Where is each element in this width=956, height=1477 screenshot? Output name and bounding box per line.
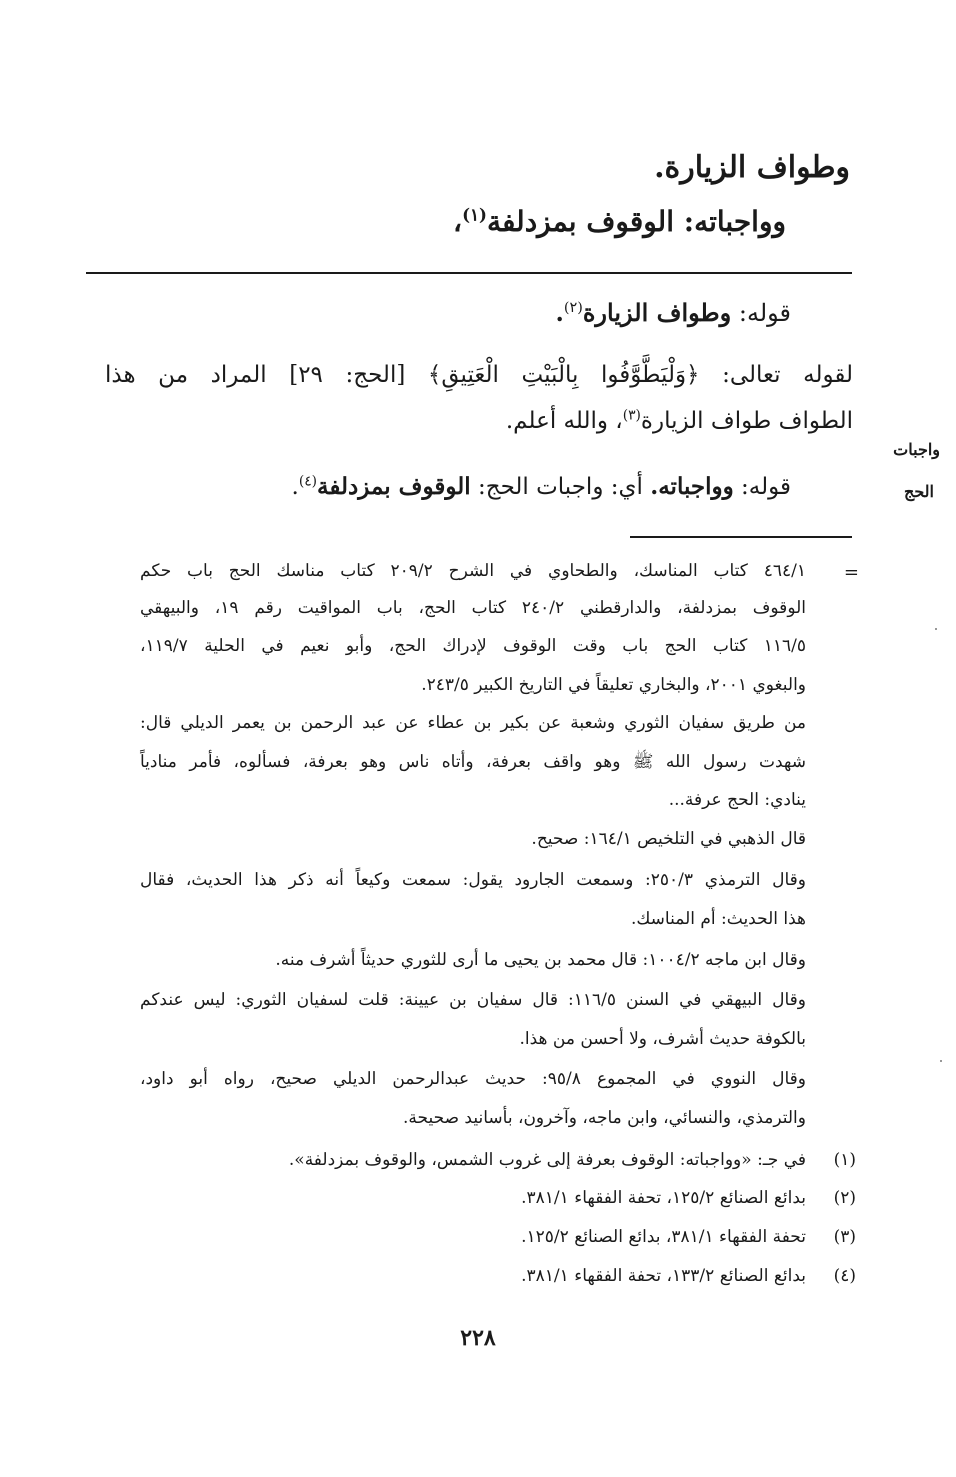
sharh-para-2-line-1: لقوله تعالى: ﴿وَلْيَطَّوَّفُوا بِالْبَيْتِ الْعَتِيقِ﴾ [الحج: ٢٩] المراد من هذا — [105, 362, 854, 388]
sharh-para-3-end: . — [291, 474, 299, 500]
footnote-2-number: (٢) — [833, 1188, 856, 1208]
margin-note-line-2: الحج — [904, 482, 934, 501]
sharh-para-3 — [292, 473, 791, 500]
footnote-cont-line: الوقوف بمزدلفة، والدارقطني ٢٤٠/٢ كتاب الحج، باب المواقيت رقم ١٩، والبيهقي — [140, 598, 806, 618]
footnote-1-text: في جـ: «وواجباته: الوقوف بعرفة إلى غروب الشمس، والوقوف بمزدلفة». — [288, 1150, 806, 1170]
footnote-4-text: بدائع الصنائع ١٣٣/٢، تحفة الفقهاء ٣٨١/١. — [521, 1266, 806, 1286]
footnote-ref-2[interactable]: (٢) — [563, 300, 583, 316]
sharh-para-2-line-2 — [506, 408, 853, 434]
matn-line-2-text: وواجباته: الوقوف بمزدلفة — [486, 205, 786, 238]
footnote-cont-line: وقال الترمذي ٢٥٠/٣: وسمعت الجارود يقول: سمعت وكيعاً أنه ذكر هذا الحديث، فقال — [140, 870, 806, 890]
footnote-3-text: تحفة الفقهاء ٣٨١/١، بدائع الصنائع ١٢٥/٢. — [521, 1227, 806, 1247]
footnote-1 — [289, 1150, 856, 1170]
sharh-para-1-pre: قوله: — [731, 299, 791, 327]
footnote-3-number: (٣) — [833, 1227, 856, 1247]
footnote-separator-rule — [630, 536, 852, 538]
sharh-para-1 — [556, 298, 791, 327]
sharh-para-3-pre: قوله: — [733, 474, 791, 500]
footnote-cont-line: والترمذي، والنسائي، وابن ماجه، وآخرون، بأسانيد صحيحة. — [403, 1108, 806, 1128]
footnote-2 — [521, 1188, 856, 1208]
footnote-ref-1[interactable]: (١) — [462, 204, 487, 225]
sharh-para-2-line-2-a: الطواف طواف الزيارة — [640, 408, 853, 434]
footnote-cont-line: والبغوي ٢٠٠١، والبخاري تعليقاً في التاريخ الكبير ٢٤٣/٥. — [421, 675, 806, 695]
matn-line-1: وطواف الزيارة. — [654, 150, 850, 185]
matn-separator-rule — [86, 272, 852, 274]
footnote-cont-line: هذا الحديث: أم المناسك. — [630, 909, 806, 929]
footnote-4-number: (٤) — [833, 1266, 856, 1286]
footnote-ref-3[interactable]: (٣) — [622, 407, 641, 424]
page-number: ٢٢٨ — [460, 1325, 496, 1351]
footnote-cont-line: ينادي: الحج عرفة... — [668, 790, 806, 810]
footnote-2-text: بدائع الصنائع ١٢٥/٢، تحفة الفقهاء ٣٨١/١. — [521, 1188, 806, 1208]
footnote-cont-line: ٤٦٤/١ كتاب المناسك، والطحاوي في الشرح ٢٠٩/٢ كتاب مناسك الحج باب حكم — [140, 561, 807, 581]
scan-speck — [935, 628, 937, 630]
footnote-cont-line: شهدت رسول الله ﷺ وهو واقف بعرفة، وأتاه ناس وهو بعرفة، فسألوه، فأمر منادياً — [140, 752, 806, 772]
footnote-ref-4[interactable]: (٤) — [298, 473, 318, 490]
footnote-cont-line: وقال ابن ماجه ١٠٠٤/٢: قال محمد بن يحيى ما أرى للثوري حديثاً أشرف منه. — [275, 950, 806, 970]
footnote-continuation-mark: = — [843, 562, 859, 583]
sharh-para-1-end: . — [555, 298, 564, 327]
sharh-para-3-bold-2: الوقوف بمزدلفة — [317, 473, 471, 500]
footnote-4 — [521, 1266, 856, 1286]
footnote-1-number: (١) — [833, 1150, 856, 1170]
sharh-para-3-bold-1: وواجباته. — [650, 473, 734, 500]
footnote-cont-line: وقال البيهقي في السنن ١١٦/٥: قال سفيان بن عيينة: قلت لسفيان الثوري: ليس عندكم — [140, 990, 806, 1010]
margin-note-line-1: واجبات — [893, 440, 940, 459]
footnote-3 — [521, 1227, 856, 1247]
sharh-para-3-mid: أي: واجبات الحج: — [470, 474, 651, 500]
sharh-para-2-line-2-b: ، والله أعلم. — [505, 408, 623, 434]
footnote-cont-line: ١١٦/٥ كتاب الحج باب وقت الوقوف لإدراك الحج، وأبو نعيم في الحلية ١١٩/٧، — [140, 636, 806, 656]
matn-line-2-end: ، — [453, 205, 463, 238]
footnote-cont-line: بالكوفة حديث أشرف، ولا أحسن من هذا. — [519, 1029, 806, 1049]
footnote-cont-line: وقال النووي في المجموع ٩٥/٨: حديث عبدالرحمن الديلي صحيح، رواه أبو داود، — [140, 1069, 806, 1089]
matn-line-2 — [453, 205, 786, 238]
sharh-para-1-bold: وطواف الزيارة — [582, 298, 732, 327]
footnote-cont-line: قال الذهبي في التلخيص ١٦٤/١: صحيح. — [531, 829, 806, 849]
scan-speck — [940, 1060, 942, 1062]
footnote-cont-line: من طريق سفيان الثوري وشعبة عن بكير بن عطاء عن عبد الرحمن بن يعمر الديلي قال: — [140, 713, 806, 733]
